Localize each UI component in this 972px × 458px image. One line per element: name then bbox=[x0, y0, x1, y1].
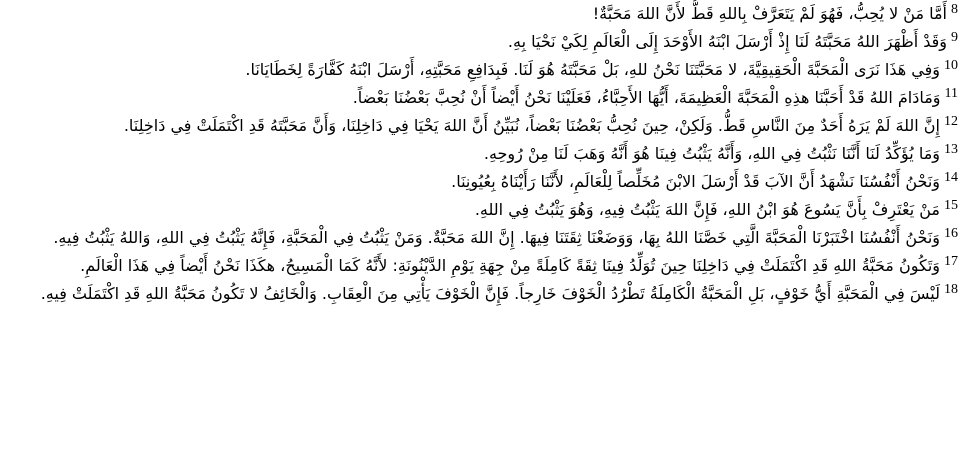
verse-number: 8 bbox=[951, 2, 958, 17]
verse-number: 16 bbox=[944, 226, 958, 241]
verse-text: مَنْ يَعْتَرِفْ بِأَنَّ يَسُوعَ هُوَ ابْنُ اللهِ، فَإِنَّ اللهَ يَثْبُتُ فِيهِ، وَهُوَ يَثْبُتُ فِي اللهِ. bbox=[474, 200, 940, 219]
verse-text: أَمَّا مَنْ لا يُحِبُّ، فَهُوَ لَمْ يَتَعَرَّفْ بِاللهِ قَطُّ لأَنَّ اللهَ مَحَبَّةٌ! bbox=[592, 4, 947, 23]
verse-number: 17 bbox=[944, 254, 958, 269]
verse-text: وَمَا يُؤَكِّدُ لَنَا أَنَّنَا نَثْبُتُ فِي اللهِ، وَأَنَّهُ يَثْبُتُ فِينَا هُوَ أَنَّهُ وَهَبَ لَنَا مِنْ رُوحِهِ. bbox=[483, 144, 940, 163]
verse-number: 13 bbox=[944, 142, 958, 157]
verse-16 bbox=[14, 226, 958, 250]
verse-text: إِنَّ اللهَ لَمْ يَرَهُ أَحَدٌ مِنَ النَّاسِ قَطُّ. وَلَكِنْ، حِينَ نُحِبُّ بَعْضُنَا بَعْضاً، نُبَيِّنُ أَنَّ اللهَ يَحْيَا فِي دَاخِلِنَا، وَأَنَّ مَحَبَّتَهُ قَدِ اكْتَمَلَتْ فِي دَاخِلِنَا. bbox=[123, 116, 940, 135]
verse-text: وَقَدْ أَظْهَرَ اللهُ مَحَبَّتَهُ لَنَا إِذْ أَرْسَلَ ابْنَهُ الأَوْحَدَ إِلَى الْعَالَمِ لِكَيْ نَحْيَا بِهِ. bbox=[507, 32, 947, 51]
verse-text: وَتَكُونُ مَحَبَّةُ اللهِ قَدِ اكْتَمَلَتْ فِي دَاخِلِنَا حِينَ تُوَلِّدُ فِينَا ثِقَةً كَامِلَةً مِنْ جِهَةِ يَوْمِ الدَّيْنُونَةِ: لأَنَّهُ كَمَا الْمَسِيحُ، هكَذَا نَحْنُ أَيْضاً فِي هَذَا الْعَالَمِ. bbox=[80, 256, 940, 275]
verse-number: 11 bbox=[944, 86, 958, 101]
verse-number: 12 bbox=[944, 114, 958, 129]
verse-8 bbox=[14, 2, 958, 26]
verse-15 bbox=[14, 198, 958, 222]
verse-18 bbox=[14, 282, 958, 306]
verse-text: وَنَحْنُ أَنْفُسُنَا نَشْهَدُ أَنَّ الآبَ قَدْ أَرْسَلَ الابْنَ مُخَلِّصاً لِلْعَالَمِ، لأَنَّنَا رَأَيْنَاهُ بِعُيُونِنَا. bbox=[451, 172, 940, 191]
verse-number: 14 bbox=[944, 170, 958, 185]
verse-10 bbox=[14, 58, 958, 82]
verse-text: وَمَادَامَ اللهُ قَدْ أَحَبَّنَا هذِهِ الْمَحَبَّةَ الْعَظِيمَةَ، أَيُّهَا الأَحِبَّاءُ، فَعَلَيْنَا نَحْنُ أَيْضاً أَنْ نُحِبَّ بَعْضُنَا بَعْضاً. bbox=[352, 88, 941, 107]
verse-9 bbox=[14, 30, 958, 54]
verse-14 bbox=[14, 170, 958, 194]
verse-12 bbox=[14, 114, 958, 138]
verse-11 bbox=[14, 86, 958, 110]
verse-17 bbox=[14, 254, 958, 278]
verse-13 bbox=[14, 142, 958, 166]
verse-number: 9 bbox=[951, 30, 958, 45]
verse-number: 10 bbox=[944, 58, 958, 73]
verse-text: وَنَحْنُ أَنْفُسُنَا اخْتَبَرْنَا الْمَحَبَّةَ الَّتِي خَصَّنَا اللهُ بِهَا، وَوَضَعْنَا ثِقَتَنَا فِيهَا. إِنَّ اللهَ مَحَبَّةٌ. وَمَنْ يَثْبُتُ فِي الْمَحَبَّةِ، فَإِنَّهُ يَثْبُتُ فِي اللهِ، وَاللهُ يَثْبُتُ فِيهِ. bbox=[53, 228, 940, 247]
verse-number: 15 bbox=[944, 198, 958, 213]
verse-text: وَفِي هَذَا نَرَى الْمَحَبَّةَ الْحَقِيقِيَّةَ، لا مَحَبَّتَنَا نَحْنُ للهِ، بَلْ مَحَبَّتَهُ هُوَ لَنَا. فَبِدَافِعِ مَحَبَّتِهِ، أَرْسَلَ ابْنَهُ كَفَّارَةً لِخَطَايَانَا. bbox=[245, 60, 940, 79]
verse-text: لَيْسَ فِي الْمَحَبَّةِ أَيُّ خَوْفٍ، بَلِ الْمَحَبَّةُ الْكَامِلَةُ تَطْرُدُ الْخَوْفَ خَارِجاً. فَإِنَّ الْخَوْفَ يَأْتِي مِنَ الْعِقَابِ. وَالْخَائِفُ لا تَكُونُ مَحَبَّةُ اللهِ قَدِ اكْتَمَلَتْ فِيهِ. bbox=[40, 284, 940, 303]
verse-number: 18 bbox=[944, 282, 958, 297]
